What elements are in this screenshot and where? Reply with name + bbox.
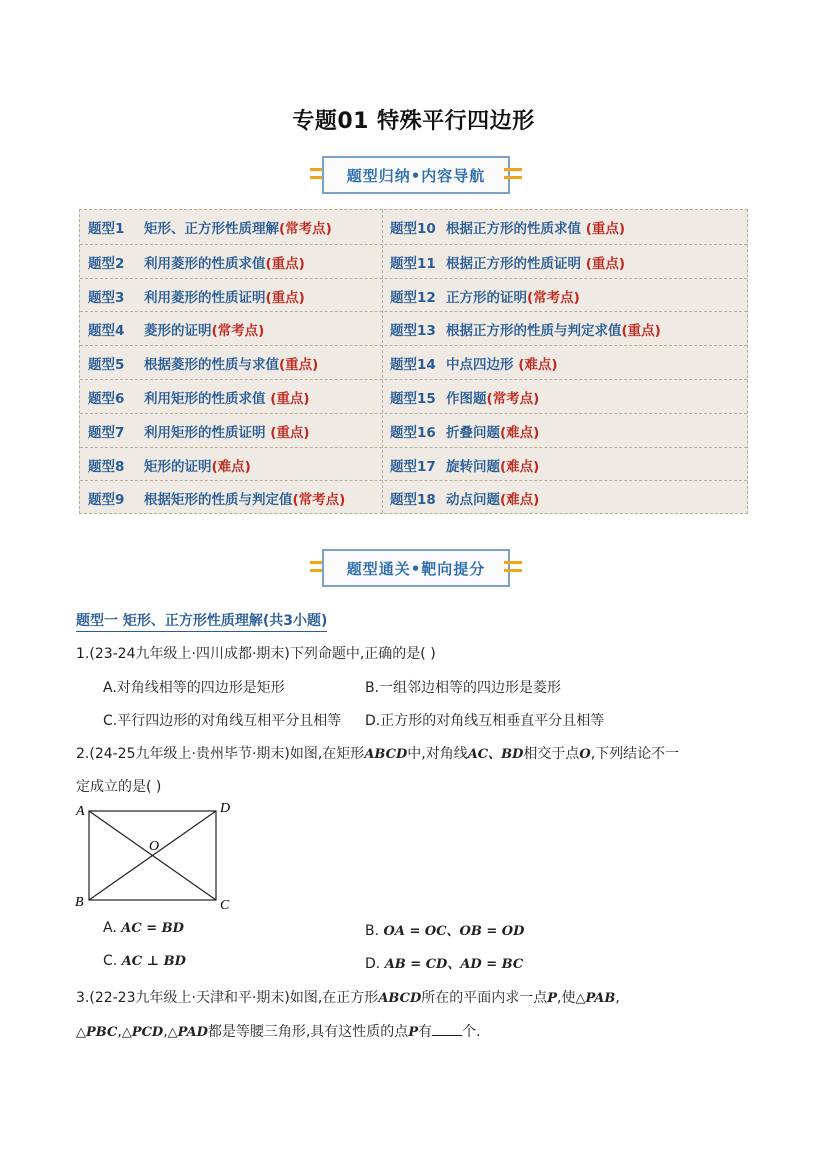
question-2-stem-cont: 定成立的是( ) xyxy=(76,779,162,795)
vertex-a-label: A xyxy=(76,804,85,819)
q2-option-b: B. OA = OC、OB = OD xyxy=(365,923,525,939)
nav-item: 题型1 矩形、正方形性质理解(常考点) xyxy=(88,221,332,237)
rectangle-figure xyxy=(74,800,236,912)
nav-item: 题型15 作图题(常考点) xyxy=(390,391,540,407)
nav-item: 题型10 根据正方形的性质求值 (重点) xyxy=(390,221,626,237)
practice-banner xyxy=(310,549,522,587)
question-3-stem: 3.(22-23九年级上·天津和平·期末)如图,在正方形ABCD所在的平面内求一点P,使△PAB, xyxy=(76,990,620,1006)
vertex-b-label: B xyxy=(75,895,84,910)
nav-row xyxy=(80,345,747,380)
vertex-c-label: C xyxy=(220,898,230,913)
nav-row xyxy=(80,210,747,244)
nav-item: 题型3 利用菱形的性质证明(重点) xyxy=(88,289,305,306)
banner-decor-icon xyxy=(504,168,522,181)
nav-row xyxy=(80,379,747,414)
q2-option-a: A. AC = BD xyxy=(103,920,184,936)
nav-item: 题型14 中点四边形 (难点) xyxy=(390,357,558,374)
nav-item: 题型16 折叠问题(难点) xyxy=(390,424,540,441)
question-2-stem: 2.(24-25九年级上·贵州毕节·期末)如图,在矩形ABCD中,对角线AC、BD相交于点O,下列结论不一 xyxy=(76,746,680,762)
nav-item: 题型9 根据矩形的性质与判定值(常考点) xyxy=(88,492,346,509)
nav-row xyxy=(80,244,747,279)
nav-item: 题型8 矩形的证明(难点) xyxy=(88,458,251,475)
q1-option-d: D.正方形的对角线互相垂直平分且相等 xyxy=(365,713,605,729)
nav-item: 题型13 根据正方形的性质与判定求值(重点) xyxy=(390,323,661,340)
answer-blank[interactable] xyxy=(432,1023,462,1036)
nav-item: 题型2 利用菱形的性质求值(重点) xyxy=(88,255,305,272)
nav-item: 题型11 根据正方形的性质证明 (重点) xyxy=(390,255,626,272)
nav-row xyxy=(80,447,747,482)
nav-item: 题型4 菱形的证明(常考点) xyxy=(88,323,265,340)
section-heading: 题型一 矩形、正方形性质理解(共3小题) xyxy=(76,610,327,632)
banner-decor-icon xyxy=(504,561,522,574)
nav-item: 题型12 正方形的证明(常考点) xyxy=(390,289,580,306)
practice-banner-label: 题型通关•靶向提分 xyxy=(346,560,486,578)
q2-option-d: D. AB = CD、AD = BC xyxy=(365,956,524,972)
topic-nav-table xyxy=(79,209,748,514)
page-title: 专题01 特殊平行四边形 xyxy=(292,109,535,134)
nav-item: 题型5 根据菱形的性质与求值(重点) xyxy=(88,357,319,374)
vertex-d-label: D xyxy=(220,801,231,816)
q2-option-c: C. AC ⊥ BD xyxy=(103,953,186,969)
nav-row xyxy=(80,480,747,515)
nav-row xyxy=(80,278,747,313)
question-1-stem: 1.(23-24九年级上·四川成都·期末)下列命题中,正确的是( ) xyxy=(76,646,436,662)
nav-item: 题型17 旋转问题(难点) xyxy=(390,458,540,475)
nav-item: 题型6 利用矩形的性质求值 (重点) xyxy=(88,391,310,407)
q1-option-b: B.一组邻边相等的四边形是菱形 xyxy=(365,680,562,696)
nav-item: 题型7 利用矩形的性质证明 (重点) xyxy=(88,424,310,441)
question-3-stem-cont: △PBC,△PCD,△PAD都是等腰三角形,具有这性质的点P有 个. xyxy=(76,1024,481,1040)
center-o-label: O xyxy=(149,839,160,854)
nav-row xyxy=(80,413,747,448)
nav-banner-label: 题型归纳•内容导航 xyxy=(346,167,486,185)
nav-banner xyxy=(310,156,522,194)
nav-row xyxy=(80,311,747,346)
nav-item: 题型18 动点问题(难点) xyxy=(390,492,540,509)
q1-option-c: C.平行四边形的对角线互相平分且相等 xyxy=(103,713,342,729)
q1-option-a: A.对角线相等的四边形是矩形 xyxy=(103,680,285,696)
